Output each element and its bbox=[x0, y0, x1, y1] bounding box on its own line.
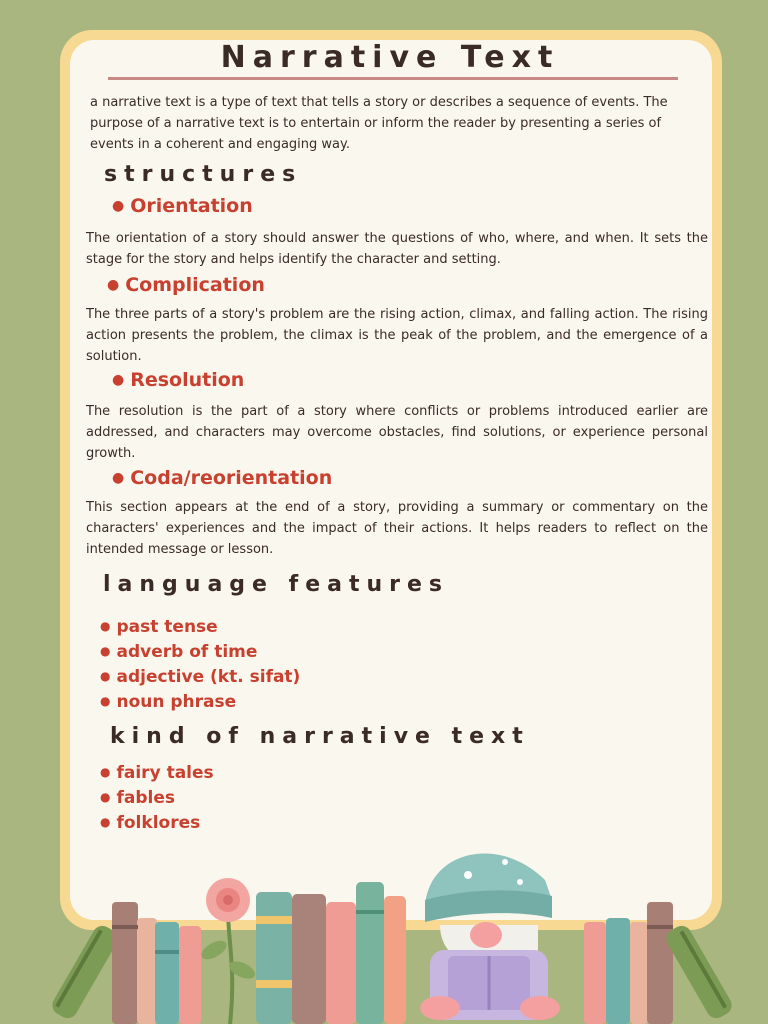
list-item bbox=[100, 785, 214, 810]
list-item-text: fairy tales bbox=[116, 763, 214, 783]
rolled-scroll-icon bbox=[49, 922, 122, 1022]
structure-resolution-body: The resolution is the part of a story where conflicts or problems introduced earlier are addressed, and characters may overcome obstacles, find solutions, or experience personal growth. bbox=[86, 404, 708, 461]
intro-paragraph: a narrative text is a type of text that tells a story or describes a sequence of events. The purpose of a narrative text is to entertain or inform the reader by presenting a series of events in a coherent and engaging way. bbox=[90, 95, 668, 152]
bookshelf-illustration bbox=[0, 830, 768, 1024]
gnome-reading-icon bbox=[420, 854, 560, 1020]
structure-coda-body: This section appears at the end of a story, providing a summary or commentary on the characters' experiences and the impact of their actions. It helps readers to reflect on the intended message or lesson. bbox=[86, 500, 708, 557]
structure-title-text: Orientation bbox=[130, 195, 253, 217]
title-underline bbox=[108, 77, 678, 80]
language-features-list bbox=[100, 614, 300, 714]
rolled-scroll-icon bbox=[663, 922, 736, 1022]
list-item-text: fables bbox=[116, 788, 175, 808]
language-features-heading: language features bbox=[103, 572, 450, 597]
kind-of-narrative-heading: kind of narrative text bbox=[110, 724, 530, 749]
kinds-list bbox=[100, 760, 214, 835]
book-stack-icon bbox=[256, 882, 406, 1024]
list-item-text: past tense bbox=[116, 617, 218, 637]
bullet-icon: ● bbox=[100, 694, 111, 708]
structure-complication-body: The three parts of a story's problem are the rising action, climax, and falling action. The rising action presents the problem, the climax is the peak of the problem, and the emergence of a solution. bbox=[86, 307, 708, 364]
list-item bbox=[100, 664, 300, 689]
bullet-icon: ● bbox=[100, 790, 111, 804]
page-title: Narrative Text bbox=[220, 40, 560, 75]
bullet-icon: ● bbox=[100, 644, 111, 658]
structures-heading: structures bbox=[104, 162, 303, 187]
structure-resolution-title bbox=[112, 369, 244, 391]
bullet-icon: ● bbox=[112, 372, 125, 388]
structure-title-text: Complication bbox=[125, 274, 265, 296]
structure-coda-title bbox=[112, 467, 332, 489]
list-item-text: noun phrase bbox=[116, 692, 237, 712]
bullet-icon: ● bbox=[100, 765, 111, 779]
list-item bbox=[100, 689, 300, 714]
structure-title-text: Coda/reorientation bbox=[130, 467, 333, 489]
bullet-icon: ● bbox=[107, 277, 120, 293]
list-item-text: adverb of time bbox=[116, 642, 258, 662]
list-item-text: folklores bbox=[116, 813, 201, 833]
list-item-text: adjective (kt. sifat) bbox=[116, 667, 301, 687]
structure-orientation-title bbox=[112, 195, 253, 217]
book-stack-icon bbox=[584, 902, 673, 1024]
book-stack-icon bbox=[112, 902, 201, 1024]
bullet-icon: ● bbox=[112, 470, 125, 486]
list-item bbox=[100, 639, 300, 664]
bullet-icon: ● bbox=[112, 198, 125, 214]
structure-complication-title bbox=[107, 274, 265, 296]
bullet-icon: ● bbox=[100, 619, 111, 633]
list-item bbox=[100, 760, 214, 785]
structure-orientation-body: The orientation of a story should answer the questions of who, where, and when. It sets the stage for the story and helps identify the character and setting. bbox=[86, 231, 708, 267]
structure-title-text: Resolution bbox=[130, 369, 245, 391]
list-item bbox=[100, 614, 300, 639]
rose-icon bbox=[198, 878, 257, 1024]
bullet-icon: ● bbox=[100, 669, 111, 683]
bullet-icon: ● bbox=[100, 815, 111, 829]
